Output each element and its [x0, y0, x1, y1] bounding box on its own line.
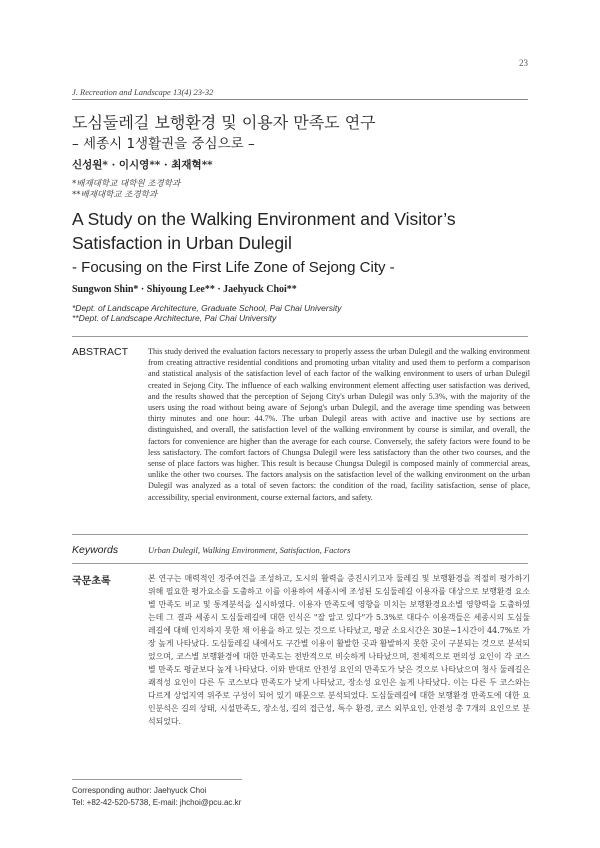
abstract-label: ABSTRACT: [72, 346, 129, 358]
korean-affiliation-1: *배재대학교 대학원 조경학과: [72, 179, 181, 189]
corresponding-author: Corresponding author: Jaehyuck Choi: [72, 786, 207, 795]
contact-info: Tel: +82-42-520-5738, E-mail: jhchoi@pcu.ac.kr: [72, 798, 242, 807]
keywords-text: Urban Dulegil, Walking Environment, Satisfaction, Factors: [148, 545, 351, 555]
korean-subtitle: – 세종시 1생활권을 중심으로 –: [72, 136, 255, 152]
english-subtitle: - Focusing on the First Life Zone of Sejong City -: [72, 259, 395, 276]
english-authors: Sungwon Shin* · Shiyoung Lee** · Jaehyuck Choi**: [72, 284, 297, 295]
keywords-label: Keywords: [72, 544, 119, 556]
korean-abstract-label: 국문초록: [72, 576, 111, 587]
english-affiliation-2: **Dept. of Landscape Architecture, Pai Chai University: [72, 313, 277, 323]
korean-title: 도심둘레길 보행환경 및 이용자 만족도 연구: [72, 113, 376, 132]
korean-authors: 신성원* · 이시영** · 최재혁**: [72, 159, 213, 171]
english-affiliation-1: *Dept. of Landscape Architecture, Graduate School, Pai Chai University: [72, 303, 342, 313]
korean-abstract-text: 본 연구는 매력적인 정주여건을 조성하고, 도시의 활력을 증진시키고자 둘레길 및 보행환경을 적절히 평가하기 위해 필요한 평가요소를 도출하고 이를 이용하여 세종시에 조성된 도심둘레길 이용자를 대상으로 보행환경 요소별 만족도 비교 및 통계분석을 실시하였다. 이용자 만족도에 영향을 미치는 보행환경요소별 영향력을 도출하였는데 그 결과 세종시 도심둘레길에 대한 인식은 "잘 알고 있다"가 5.3%로 대다수 이용객들은 세종시의 도심둘레길에 대해 인지하지 못한 채 이용을 하고 있는 것으로 나타났고, 평균 소요시간은 30분~1시간이 44.7%로 가장 높게 나타났다. 도심둘레길 내에서도 구간별 이용이 활발한 곳과 활발하지 못한 곳이 구분되는 것으로 분석되었으며, 코스별 보행환경에 대한 만족도는 전반적으로 비슷하게 나타났으며, 전체적으로 편의성 요인이 각 코스별 만족도 평균보다 높게 나타났다. 이와 반대로 안전성 요인의 만족도가 낮은 것으로 나타났으며 청사 둘레길은 쾌적성 요인이 다른 두 코스보다 만족도가 낮게 나타났고, 장소성 요인은 높게 나타났다. 이는 다른 두 코스와는 다르게 상업지역 위주로 구성이 되어 있기 때문으로 분석되었다. 도심둘레길에 대한 보행환경 만족도에 대한 요인분석은 길의 상태, 시설만족도, 장소성, 길의 접근성, 특수 환경, 코스 외부요인, 안전성 총 7개의 요인으로 분석되었다.: [148, 574, 530, 726]
abstract-divider: [72, 336, 528, 337]
page-number: 23: [519, 58, 528, 68]
keywords-divider-top: [72, 534, 528, 535]
keywords-divider-bottom: [72, 563, 528, 564]
abstract-text: This study derived the evaluation factors necessary to properly assess the urban Dulegil and the walking environment from creating attractive residential conditions and promoting urban vitality and used them to perform a comparison and statistical analysis of the satisfaction level of each factor of the walking environment to users of urban Dulegil created in Sejong City. The influence of each walking environment element affecting user satisfaction was derived, and the results showed that the perception of Sejong City's urban Dulegil was only 5.3%, with the majority of the users using the road without being aware of Sejong's urban Dulegil, and the average time spending was between thirty minutes and one hour: 44.7%. The urban Dulegil areas with active and inactive use by sections are distinguished, and overall, the satisfaction level of the walking environment by course is similar, and overall, the factors for convenience are higher than the average for each course. Conversely, the safety factors were found to be less satisfactory. The comfort factors of Chungsa Dulegil were less satisfactory than the other two courses, and the sense of place factors was higher. This result is because Chungsa Dulegil is composed mainly of commercial areas, unlike the other two courses. The factors analysis on the satisfaction level of the walking environment on the urban Dulegil was analyzed as a total of seven factors: the condition of the road, facility satisfaction, sense of place, accessibility, special environment, course external factors, and safety.: [148, 347, 530, 502]
english-title: A Study on the Walking Environment and Visitor’s Satisfaction in Urban Dulegil: [72, 209, 456, 253]
korean-affiliation-2: **배재대학교 조경학과: [72, 190, 158, 200]
footnote-divider: [72, 779, 242, 780]
journal-citation: J. Recreation and Landscape 13(4) 23-32: [72, 87, 214, 97]
header-divider: [72, 99, 528, 100]
